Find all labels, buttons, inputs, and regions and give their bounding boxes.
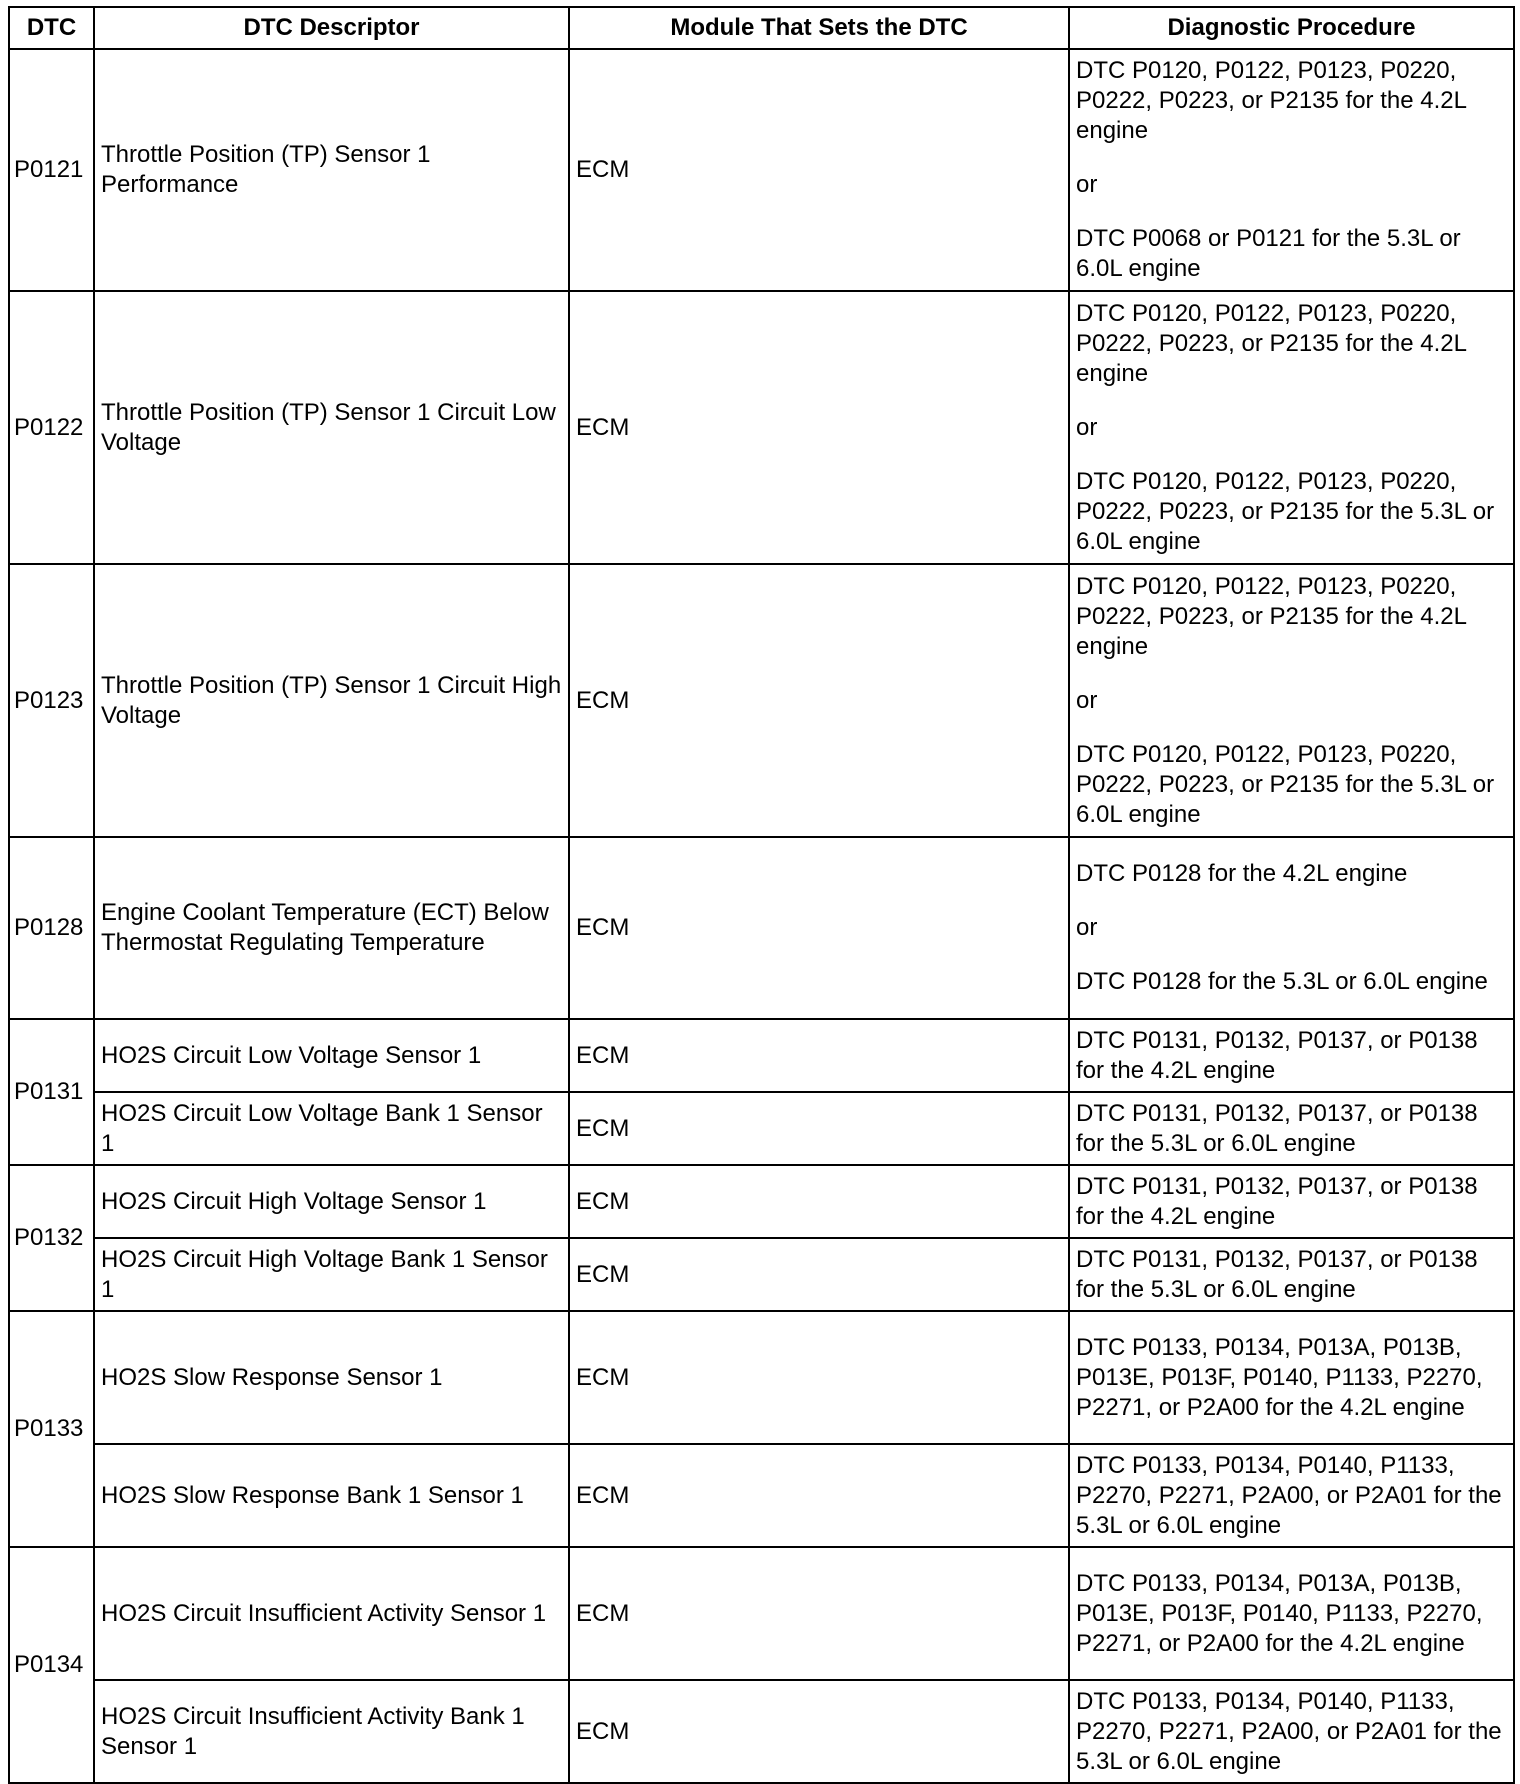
- diagnostic-procedure: [1069, 291, 1514, 564]
- diagnostic-procedure: [1069, 49, 1514, 291]
- procedure-or: or: [1076, 914, 1098, 941]
- module: ECM: [569, 1165, 1069, 1238]
- header-module: Module That Sets the DTC: [569, 7, 1069, 49]
- dtc-descriptor: HO2S Circuit Insufficient Activity Bank 1 Sensor 1: [94, 1680, 569, 1783]
- module: ECM: [569, 1019, 1069, 1092]
- module: ECM: [569, 1547, 1069, 1680]
- dtc-descriptor: Throttle Position (TP) Sensor 1 Circuit High Voltage: [94, 564, 569, 837]
- procedure-text: DTC P0120, P0122, P0123, P0220, P0222, P0223, or P2135 for the 4.2L engine: [1076, 57, 1467, 144]
- diagnostic-procedure: DTC P0131, P0132, P0137, or P0138 for the 4.2L engine: [1069, 1019, 1514, 1092]
- table-row: [9, 1547, 1514, 1680]
- dtc-descriptor: Throttle Position (TP) Sensor 1 Circuit Low Voltage: [94, 291, 569, 564]
- procedure-text: DTC P0120, P0122, P0123, P0220, P0222, P0223, or P2135 for the 4.2L engine: [1076, 572, 1467, 660]
- procedure-or: or: [1076, 171, 1098, 198]
- dtc-descriptor: HO2S Slow Response Bank 1 Sensor 1: [94, 1444, 569, 1547]
- procedure-text: DTC P0128 for the 5.3L or 6.0L engine: [1076, 968, 1488, 995]
- table-row: [9, 1092, 1514, 1165]
- diagnostic-procedure: [1069, 837, 1514, 1019]
- table-row: [9, 1311, 1514, 1444]
- table-row: [9, 1165, 1514, 1238]
- table-row: [9, 1444, 1514, 1547]
- header-row: [9, 7, 1514, 49]
- diagnostic-procedure: DTC P0131, P0132, P0137, or P0138 for the 4.2L engine: [1069, 1165, 1514, 1238]
- diagnostic-procedure: DTC P0133, P0134, P013A, P013B, P013E, P013F, P0140, P1133, P2270, P2271, or P2A00 for the 4.2L engine: [1069, 1311, 1514, 1444]
- diagnostic-procedure: [1069, 564, 1514, 837]
- module: ECM: [569, 291, 1069, 564]
- dtc-code: P0128: [9, 837, 94, 1019]
- procedure-text: DTC P0120, P0122, P0123, P0220, P0222, P0223, or P2135 for the 5.3L or 6.0L engine: [1076, 740, 1495, 828]
- dtc-descriptor: HO2S Circuit Low Voltage Bank 1 Sensor 1: [94, 1092, 569, 1165]
- module: ECM: [569, 564, 1069, 837]
- procedure-or: or: [1076, 686, 1098, 714]
- dtc-code: P0123: [9, 564, 94, 837]
- table-row: [9, 564, 1514, 837]
- procedure-text: DTC P0068 or P0121 for the 5.3L or 6.0L engine: [1076, 225, 1461, 282]
- procedure-text: DTC P0128 for the 4.2L engine: [1076, 860, 1408, 887]
- dtc-code: P0132: [9, 1165, 94, 1311]
- procedure-text: DTC P0120, P0122, P0123, P0220, P0222, P0223, or P2135 for the 5.3L or 6.0L engine: [1076, 467, 1495, 555]
- dtc-descriptor: HO2S Circuit Low Voltage Sensor 1: [94, 1019, 569, 1092]
- module: ECM: [569, 49, 1069, 291]
- table-row: [9, 1680, 1514, 1783]
- dtc-descriptor: HO2S Circuit Insufficient Activity Sensor 1: [94, 1547, 569, 1680]
- dtc-code: P0122: [9, 291, 94, 564]
- diagnostic-procedure: DTC P0133, P0134, P0140, P1133, P2270, P2271, P2A00, or P2A01 for the 5.3L or 6.0L engine: [1069, 1680, 1514, 1783]
- header-descriptor: DTC Descriptor: [94, 7, 569, 49]
- dtc-descriptor: Engine Coolant Temperature (ECT) Below Thermostat Regulating Temperature: [94, 837, 569, 1019]
- dtc-descriptor: HO2S Circuit High Voltage Sensor 1: [94, 1165, 569, 1238]
- table-row: [9, 49, 1514, 291]
- dtc-code: P0121: [9, 49, 94, 291]
- table-row: [9, 1238, 1514, 1311]
- dtc-code: P0131: [9, 1019, 94, 1165]
- dtc-descriptor: Throttle Position (TP) Sensor 1 Performance: [94, 49, 569, 291]
- dtc-descriptor: HO2S Slow Response Sensor 1: [94, 1311, 569, 1444]
- module: ECM: [569, 1238, 1069, 1311]
- diagnostic-procedure: DTC P0133, P0134, P0140, P1133, P2270, P2271, P2A00, or P2A01 for the 5.3L or 6.0L engine: [1069, 1444, 1514, 1547]
- dtc-code: P0134: [9, 1547, 94, 1783]
- diagnostic-procedure: DTC P0131, P0132, P0137, or P0138 for the 5.3L or 6.0L engine: [1069, 1092, 1514, 1165]
- table-row: [9, 837, 1514, 1019]
- module: ECM: [569, 1311, 1069, 1444]
- header-dtc: DTC: [9, 7, 94, 49]
- header-procedure: Diagnostic Procedure: [1069, 7, 1514, 49]
- dtc-code: P0133: [9, 1311, 94, 1547]
- diagnostic-procedure: DTC P0131, P0132, P0137, or P0138 for the 5.3L or 6.0L engine: [1069, 1238, 1514, 1311]
- module: ECM: [569, 1680, 1069, 1783]
- diagnostic-procedure: DTC P0133, P0134, P013A, P013B, P013E, P013F, P0140, P1133, P2270, P2271, or P2A00 for the 4.2L engine: [1069, 1547, 1514, 1680]
- dtc-descriptor: HO2S Circuit High Voltage Bank 1 Sensor 1: [94, 1238, 569, 1311]
- table-row: [9, 1019, 1514, 1092]
- module: ECM: [569, 837, 1069, 1019]
- module: ECM: [569, 1444, 1069, 1547]
- table-row: [9, 291, 1514, 564]
- dtc-table: [8, 6, 1515, 1784]
- procedure-text: DTC P0120, P0122, P0123, P0220, P0222, P0223, or P2135 for the 4.2L engine: [1076, 299, 1467, 387]
- procedure-or: or: [1076, 413, 1098, 441]
- module: ECM: [569, 1092, 1069, 1165]
